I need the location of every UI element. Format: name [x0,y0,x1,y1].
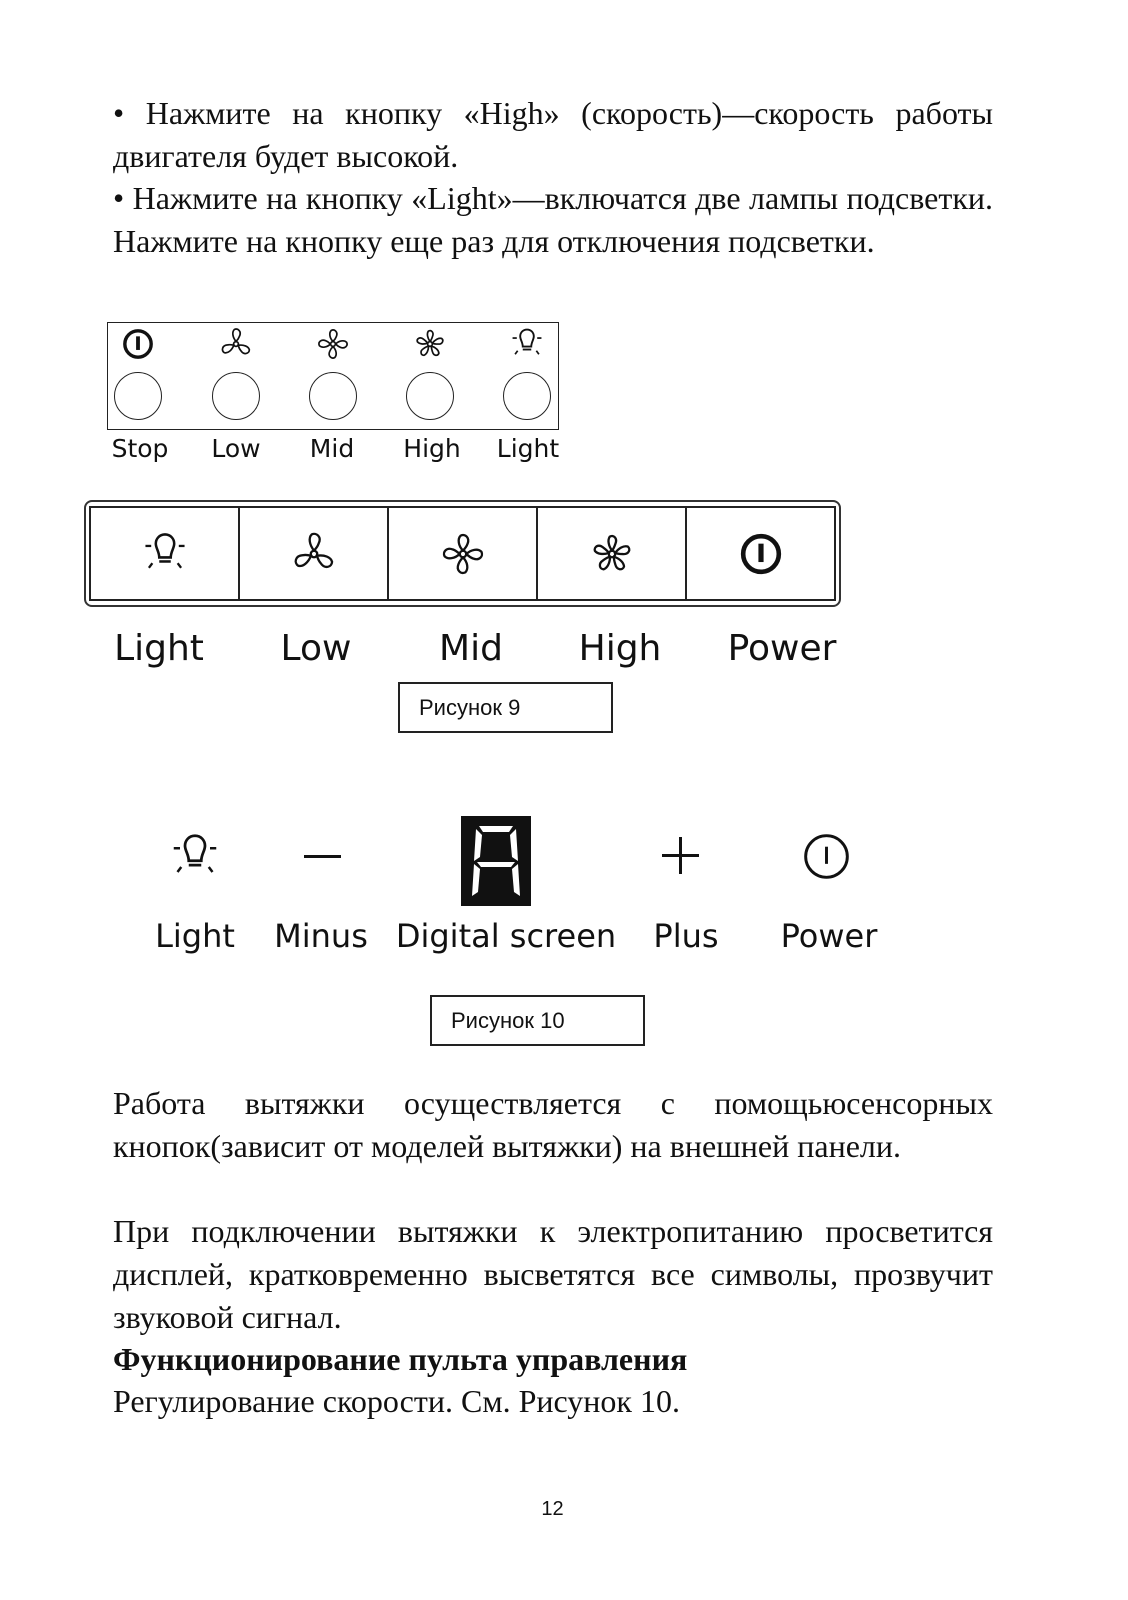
figure-10-caption [430,995,645,1046]
power-icon[interactable] [802,832,851,881]
touch-low-button[interactable] [240,508,389,599]
plus-icon[interactable] [662,837,699,874]
lamp-icon [510,327,544,361]
touch-low-label: Low [280,628,352,669]
low-button[interactable] [212,372,260,420]
digital-screen-label: Digital screen [395,917,617,955]
high-button[interactable] [406,372,454,420]
digital-minus-label: Minus [274,917,368,955]
fan-low-icon [291,531,337,577]
touch-mid-button[interactable] [389,508,538,599]
section-heading: Функционирование пульта управления [113,1341,688,1377]
mid-button[interactable] [309,372,357,420]
touch-panel [89,506,836,601]
high-label: High [403,434,461,463]
mid-label: Mid [309,434,355,463]
figure-9-caption [398,682,613,733]
seven-segment-display [461,816,531,906]
paragraph-touch-buttons: Работа вытяжки осуществляется с помощьюсенсорных кнопок(зависит от моделей вытяжки) на внешней панели. [113,1085,993,1164]
fan-mid-icon [316,327,350,361]
touch-high-label: High [578,628,662,669]
page-number: 12 [541,1498,564,1520]
light-button[interactable] [503,372,551,420]
lamp-icon[interactable] [170,832,220,882]
paragraph-speed: Регулирование скорости. См. Рисунок 10. [113,1383,680,1419]
touch-mid-label: Mid [439,628,503,669]
bullet-light: • Нажмите на кнопку «Light»—включатся две лампы подсветки. Нажмите на кнопку еще раз для отключения подсветки. [113,180,993,259]
touch-power-label: Power [727,628,837,669]
digit-a-glyph [461,816,531,906]
touch-high-button[interactable] [538,508,687,599]
fan-high-icon [589,531,635,577]
power-icon [738,531,784,577]
stop-button[interactable] [114,372,162,420]
lamp-icon [142,531,188,577]
fan-mid-icon [440,531,486,577]
digital-light-label: Light [155,917,235,955]
stop-label: Stop [111,434,169,463]
touch-power-button[interactable] [687,508,834,599]
light-label: Light [496,434,560,463]
touch-light-button[interactable] [91,508,240,599]
digital-power-label: Power [780,917,878,955]
fan-low-icon [219,327,253,361]
digital-plus-label: Plus [653,917,719,955]
fan-high-icon [413,327,447,361]
figure-9-caption-text: Рисунок 9 [419,694,521,720]
bullet-high-speed: • Нажмите на кнопку «High» (скорость)—скорость работы двигателя будет высокой. [113,95,993,174]
figure-10-caption-text: Рисунок 10 [451,1007,565,1033]
paragraph-power-on: При подключении вытяжки к электропитанию просветится дисплей, кратковременно высветятся все символы, прозвучит звуковой сигнал. [113,1213,993,1335]
minus-icon[interactable] [304,855,341,858]
touch-light-label: Light [114,628,204,669]
power-icon [121,327,155,361]
low-label: Low [211,434,261,463]
